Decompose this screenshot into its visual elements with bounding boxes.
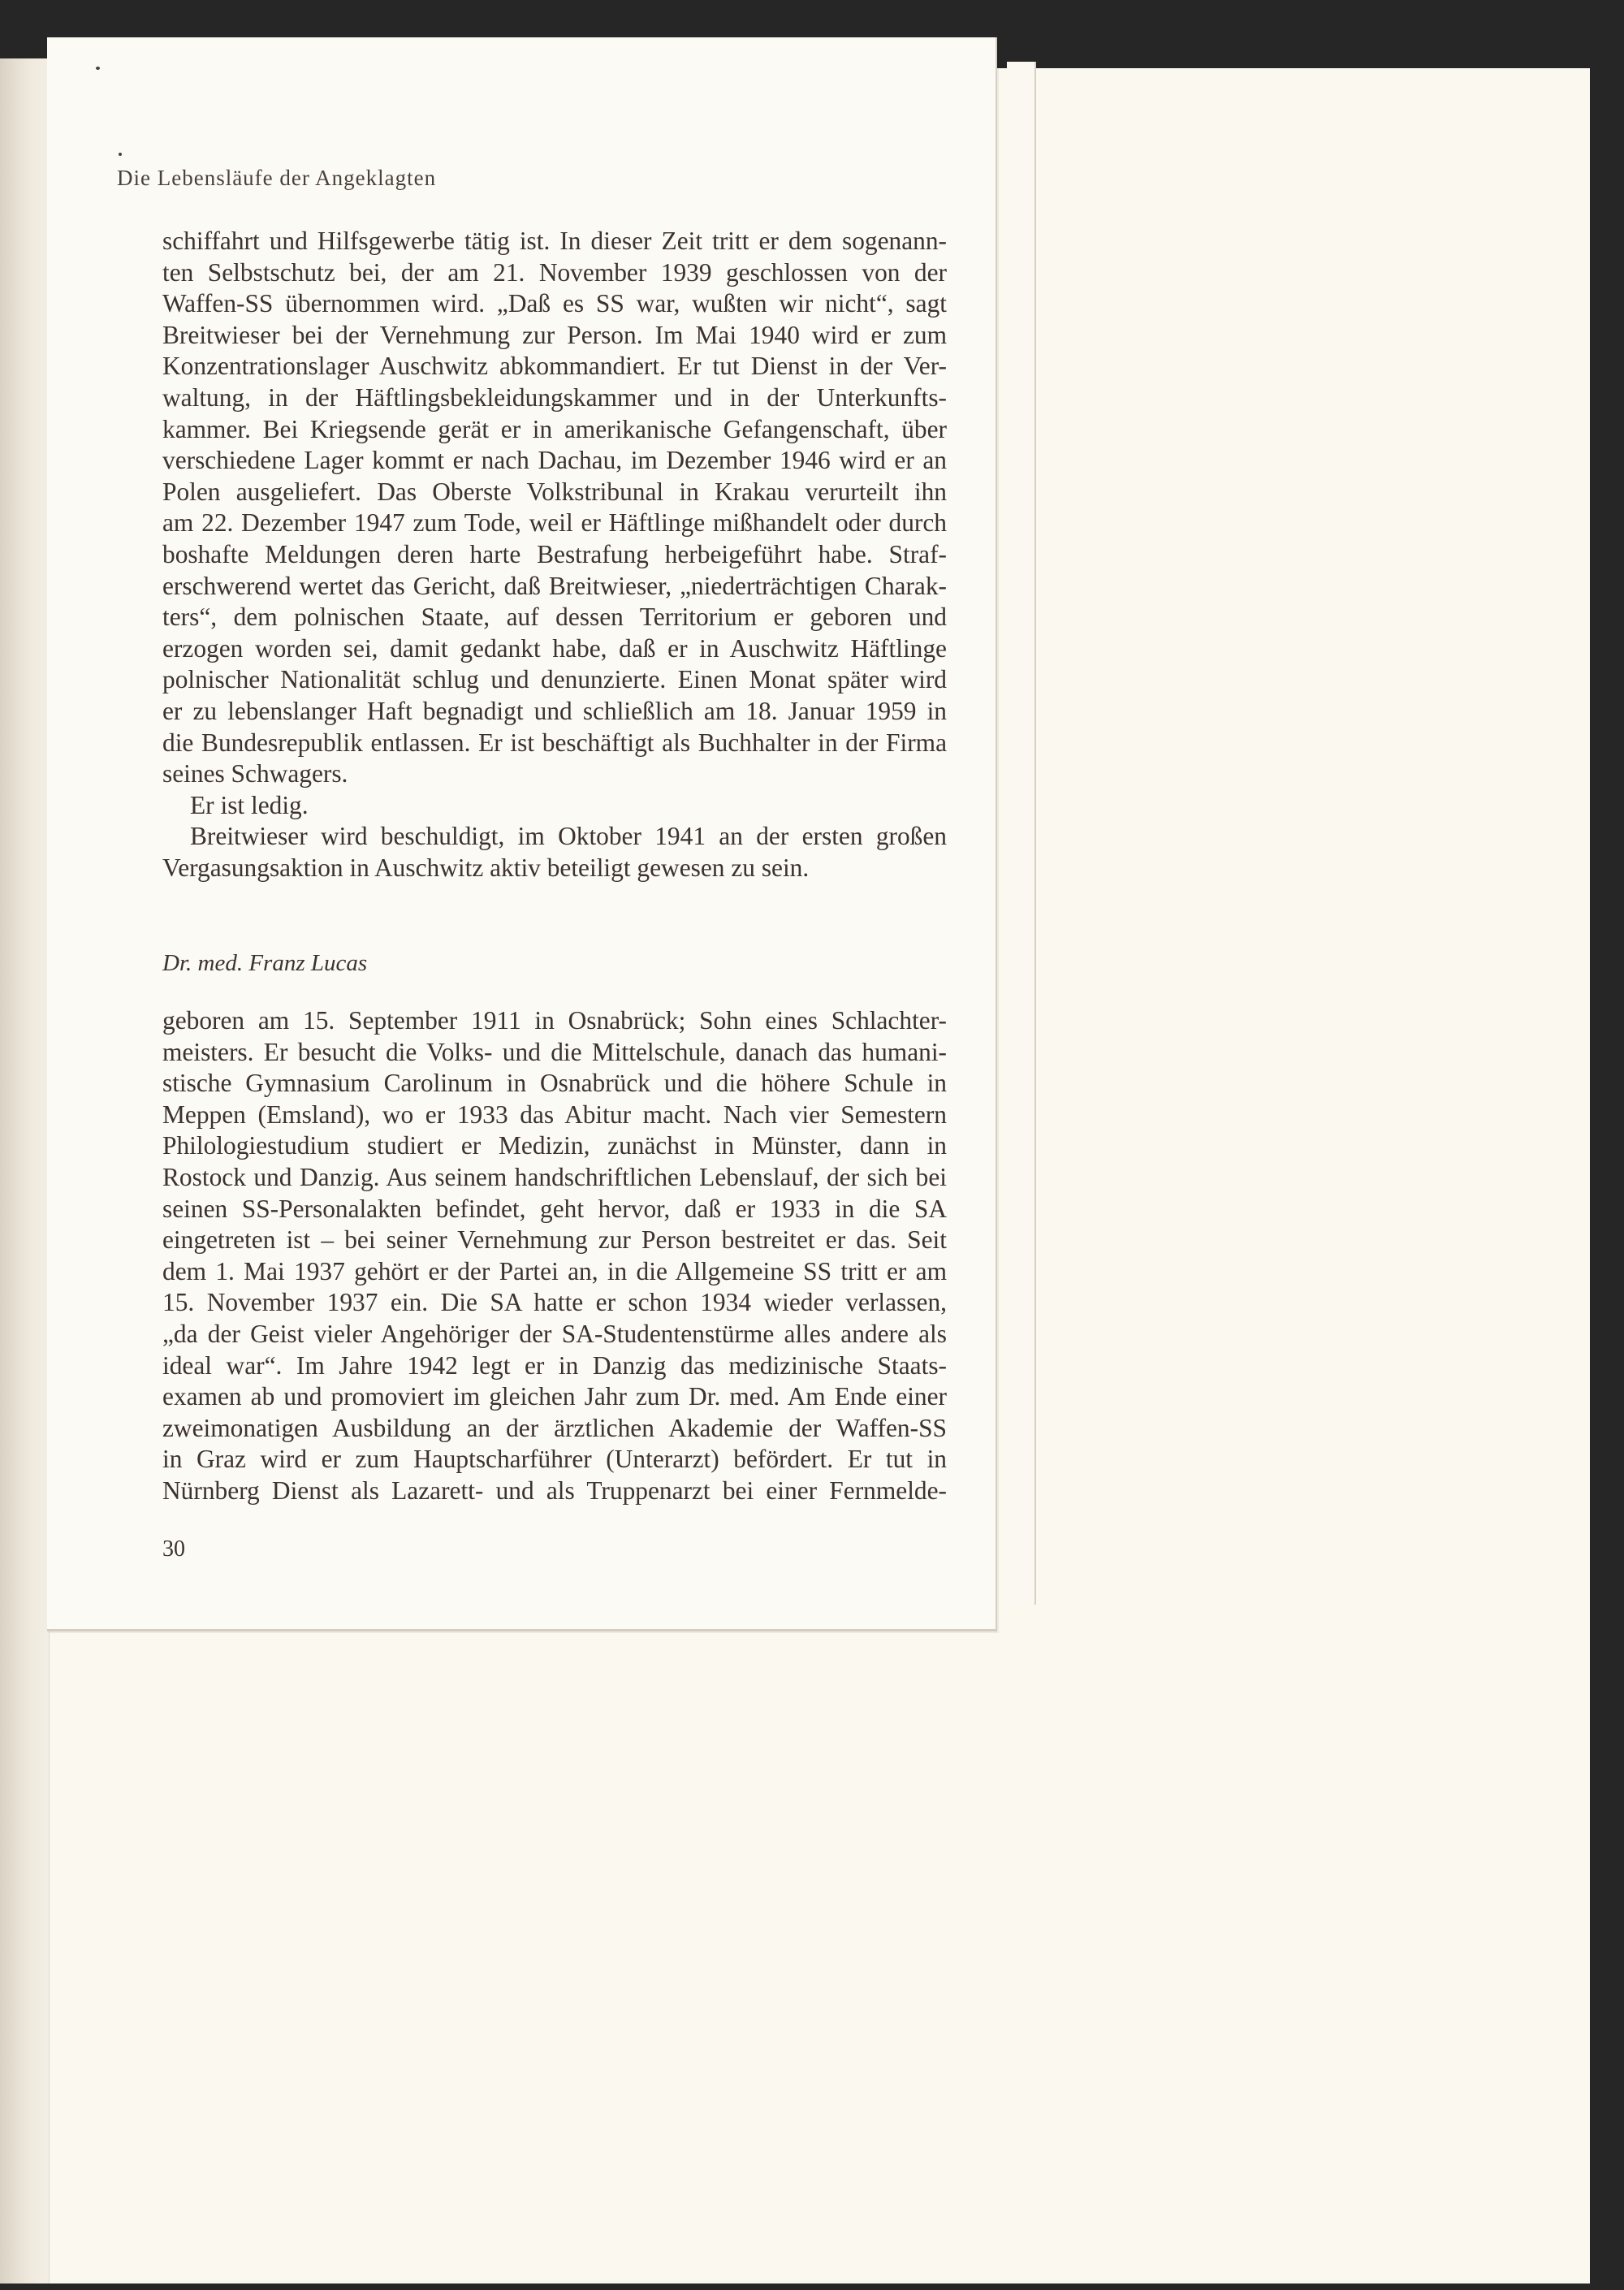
print-speck <box>96 67 100 70</box>
marital-status-line: Er ist ledig. <box>190 790 309 819</box>
section-paragraph <box>162 1005 947 1507</box>
text-line: seines Schwagers. <box>162 759 348 789</box>
intro-paragraph <box>162 226 947 790</box>
text-line: Breitwieser bei der Vernehmung zur Person. Im Mai 1940 wird er zum <box>162 320 947 349</box>
page-number: 30 <box>162 1536 185 1562</box>
text-line: Waffen-SS übernommen wird. „Daß es SS war, wußten wir nicht“, sagt <box>162 289 947 318</box>
text-line: eingetreten ist – bei seiner Vernehmung zur Person bestreitet er das. Seit <box>162 1225 947 1255</box>
page-edge-behind <box>1007 62 1036 1605</box>
text-line: kammer. Bei Kriegsende gerät er in amerikanische Gefangenschaft, über <box>162 414 947 443</box>
text-line: Vergasungsaktion in Auschwitz aktiv beteiligt gewesen zu sein. <box>162 853 810 882</box>
main-text <box>162 226 947 884</box>
text-line: in Graz wird er zum Hauptscharführer (Unterarzt) befördert. Er tut in <box>162 1445 947 1474</box>
text-line: Rostock und Danzig. Aus seinem handschriftlichen Lebenslauf, der sich bei <box>162 1162 947 1191</box>
section-heading: Dr. med. Franz Lucas <box>162 950 368 976</box>
text-line: Nürnberg Dienst als Lazarett- und als Truppenarzt bei einer Fernmelde- <box>162 1476 947 1505</box>
text-line: Philologiestudium studiert er Medizin, zunächst in Münster, dann in <box>162 1131 947 1160</box>
text-line: ten Selbstschutz bei, der am 21. November 1939 geschlossen von der <box>162 257 947 287</box>
text-line: „da der Geist vieler Angehöriger der SA-Studentenstürme alles andere als <box>162 1319 947 1348</box>
text-line: am 22. Dezember 1947 zum Tode, weil er Häftlinge mißhandelt oder durch <box>162 508 947 538</box>
text-line: die Bundesrepublik entlassen. Er ist beschäftigt als Buchhalter in der Firma <box>162 728 947 757</box>
running-header: Die Lebensläufe der Angeklagten <box>117 166 437 190</box>
charge-paragraph <box>162 821 947 884</box>
text-line: Konzentrationslager Auschwitz abkommandiert. Er tut Dienst in der Ver- <box>162 352 947 381</box>
text-line: ideal war“. Im Jahre 1942 legt er in Danzig das medizinische Staats- <box>162 1350 947 1380</box>
text-line: waltung, in der Häftlingsbekleidungskammer und in der Unterkunfts- <box>162 382 947 412</box>
text-line: seinen SS-Personalakten befindet, geht hervor, daß er 1933 in die SA <box>162 1194 947 1223</box>
text-line: examen ab und promoviert im gleichen Jahr zum Dr. med. Am Ende einer <box>162 1382 947 1411</box>
text-line: erschwerend wertet das Gericht, daß Breitwieser, „niederträchtigen Charak- <box>162 571 947 600</box>
text-line: erzogen worden sei, damit gedankt habe, daß er in Auschwitz Häftlinge <box>162 633 947 663</box>
text-line: Polen ausgeliefert. Das Oberste Volkstribunal in Krakau verurteilt ihn <box>162 477 947 506</box>
text-line: polnischer Nationalität schlug und denunzierte. Einen Monat später wird <box>162 665 947 694</box>
text-line: meisters. Er besucht die Volks- und die Mittelschule, danach das humani- <box>162 1037 947 1066</box>
text-line: Meppen (Emsland), wo er 1933 das Abitur macht. Nach vier Semestern <box>162 1100 947 1129</box>
text-line: er zu lebenslanger Haft begnadigt und schließlich am 18. Januar 1959 in <box>162 696 947 725</box>
text-line: schiffahrt und Hilfsgewerbe tätig ist. In dieser Zeit tritt er dem sogenann- <box>162 227 947 255</box>
text-line: 15. November 1937 ein. Die SA hatte er schon 1934 wieder verlassen, <box>162 1288 947 1317</box>
text-line: stische Gymnasium Carolinum in Osnabrück und die höhere Schule in <box>162 1069 947 1098</box>
print-speck <box>119 153 122 156</box>
text-line: dem 1. Mai 1937 gehört er der Partei an, in die Allgemeine SS tritt er am <box>162 1256 947 1285</box>
text-line: geboren am 15. September 1911 in Osnabrück; Sohn eines Schlachter- <box>162 1006 947 1035</box>
text-line: boshafte Meldungen deren harte Bestrafung herbeigeführt habe. Straf- <box>162 539 947 568</box>
text-line: zweimonatigen Ausbildung an der ärztlichen Akademie der Waffen-SS <box>162 1413 947 1442</box>
document-page <box>47 37 997 1631</box>
text-line: ters“, dem polnischen Staate, auf dessen Territorium er geboren und <box>162 603 947 632</box>
text-line: verschiedene Lager kommt er nach Dachau, im Dezember 1946 wird er an <box>162 446 947 475</box>
text-line: Breitwieser wird beschuldigt, im Oktober 1941 an der ersten großen <box>190 822 947 851</box>
